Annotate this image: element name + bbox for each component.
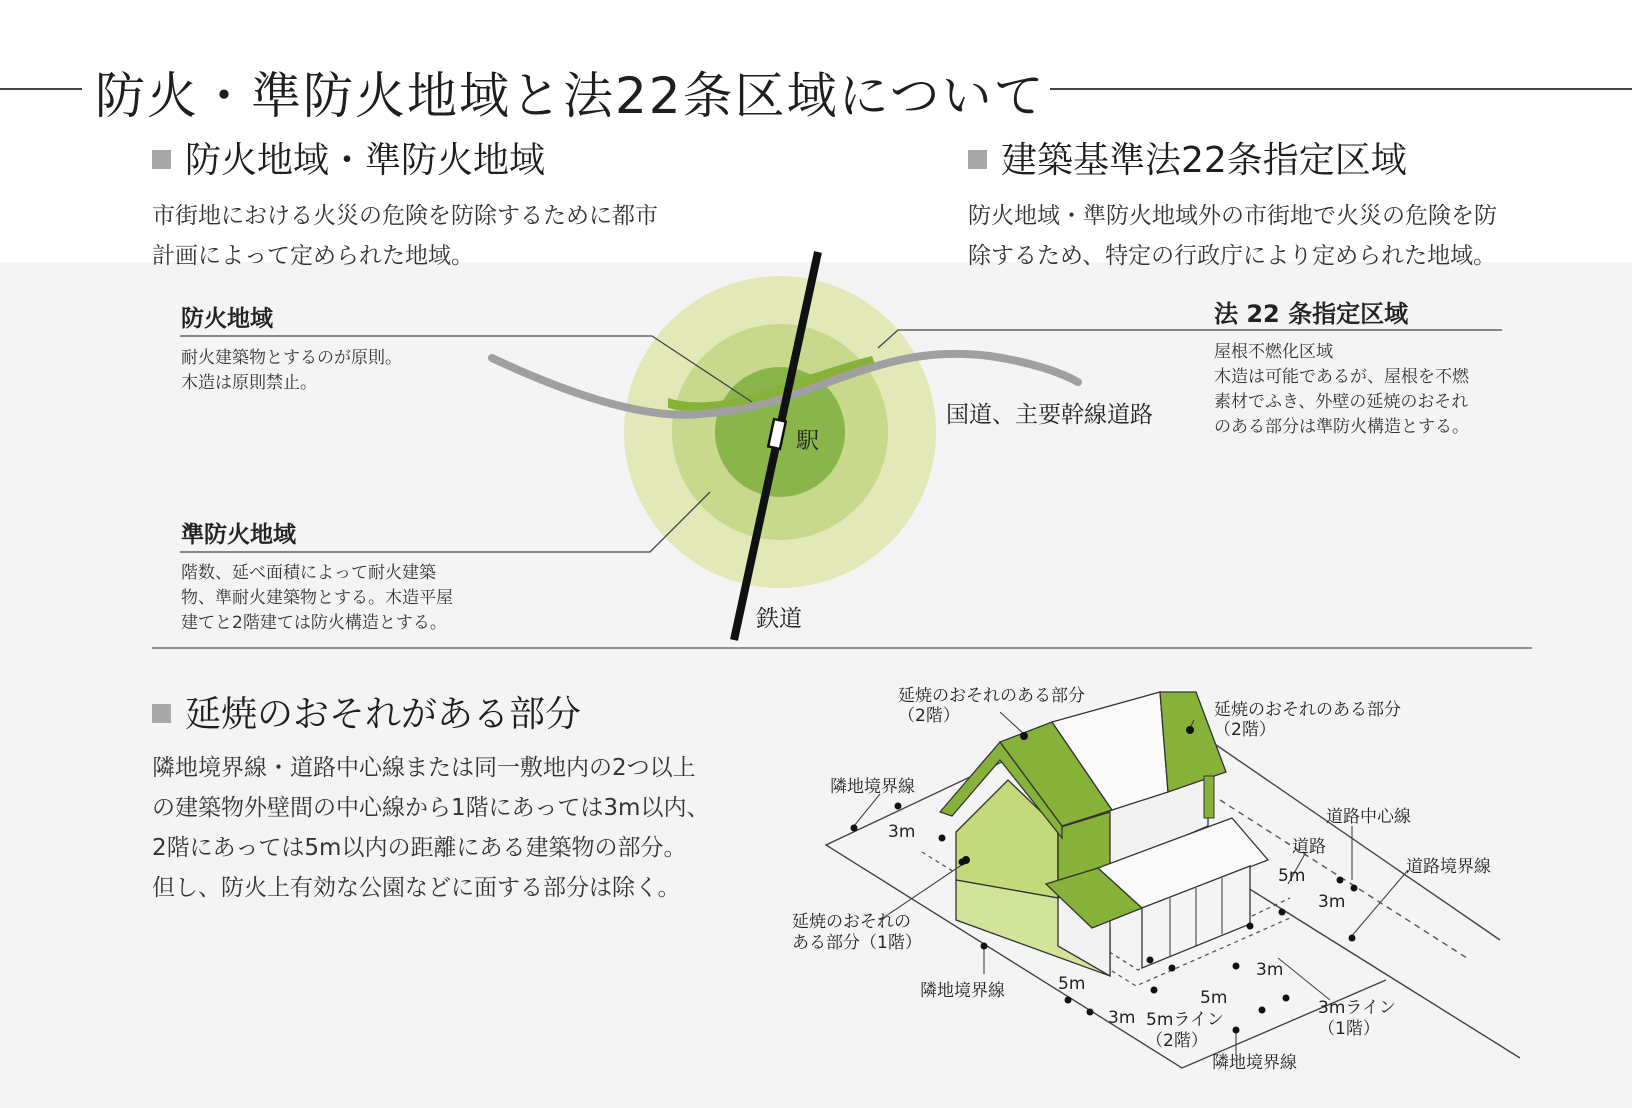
section-fire-body: 市街地における火災の危険を防除するために都市 計画によって定められた地域。 — [152, 203, 658, 269]
railway-label: 鉄道 — [756, 606, 802, 632]
label-5m-line: 5mライン （2階） — [1146, 1010, 1224, 1051]
semi-fire-zone-text: 階数、延べ面積によって耐火建築 物、準耐火建築物とする。木造平屋 建てと2階建ては防火構造とする。 — [181, 563, 453, 633]
marker-dot — [1233, 1027, 1240, 1034]
label-road-boundary: 道路境界線 — [1406, 857, 1491, 877]
marker-dot — [1065, 997, 1072, 1004]
marker-dot — [1020, 732, 1028, 740]
art22-zone-title: 法 22 条指定区域 — [1214, 300, 1409, 328]
label-spread-2f-right: 延焼のおそれのある部分 （2階） — [1214, 700, 1401, 740]
marker-dot — [981, 943, 988, 950]
marker-dot — [1147, 957, 1154, 964]
page-title: 防火・準防火地域と法22条区域について — [95, 67, 1046, 125]
label-boundary-top: 隣地境界線 — [830, 777, 915, 797]
marker-dot — [939, 835, 946, 842]
label-3m-right: 3m — [1318, 892, 1346, 912]
label-5m-left: 5m — [1058, 974, 1086, 994]
marker-dot — [962, 856, 970, 864]
section-spread-heading: 延焼のおそれがある部分 — [152, 686, 581, 737]
leader-3m-line — [1278, 958, 1330, 1000]
wall-green-strip — [1204, 776, 1214, 818]
marker-dot — [1259, 1007, 1266, 1014]
marker-dot — [1151, 987, 1158, 994]
marker-dot — [895, 803, 902, 810]
marker-dot — [1233, 963, 1240, 970]
section-art22-body: 防火地域・準防火地域外の市街地で火災の危険を防 除するため、特定の行政庁により定められた地域。 — [968, 203, 1497, 269]
label-3m-top: 3m — [888, 822, 916, 842]
marker-dot — [1247, 923, 1254, 930]
label-3m-bottom: 3m — [1108, 1008, 1136, 1028]
label-spread-1f: 延焼のおそれの ある部分（1階） — [792, 912, 922, 953]
label-5m-right: 5m — [1278, 866, 1306, 886]
art22-zone-text: 屋根不燃化区域 木造は可能であるが、屋根を不燃 素材でふき、外壁の延焼のおそれ のある部分は準防火構造とする。 — [1214, 342, 1469, 437]
label-boundary-br: 隣地境界線 — [1212, 1053, 1297, 1073]
label-3m-line: 3mライン （1階） — [1318, 998, 1396, 1039]
section-art22-heading: 建築基準法22条指定区域 — [968, 132, 1407, 183]
label-spread-2f-left: 延焼のおそれのある部分 （2階） — [898, 686, 1085, 726]
fire-zone-text: 耐火建築物とするのが原則。 木造は原則禁止。 — [181, 348, 402, 393]
label-boundary-bottom: 隣地境界線 — [920, 981, 1005, 1001]
marker-dot — [1279, 909, 1286, 916]
label-road: 道路 — [1292, 837, 1326, 857]
section-fire-heading: 防火地域・準防火地域 — [152, 132, 545, 183]
section-spread-body: 隣地境界線・道路中心線または同一敷地内の2つ以上 の建築物外壁間の中心線から1階にあっては3m以内、 2階にあっては5m以内の距離にある建築物の部分。 但し、防火上有効な公園などに面する部分は除く。 — [152, 755, 710, 901]
label-road-center: 道路中心線 — [1326, 807, 1411, 827]
label-3m-mid: 3m — [1256, 960, 1284, 980]
marker-dot — [1087, 1009, 1094, 1016]
marker-dot — [1283, 995, 1290, 1002]
label-5m-mid: 5m — [1200, 988, 1228, 1008]
marker-dot — [1351, 885, 1358, 892]
road-label: 国道、主要幹線道路 — [946, 402, 1153, 428]
marker-dot — [1186, 726, 1194, 734]
marker-dot — [1169, 965, 1176, 972]
semi-fire-zone-title: 準防火地域 — [181, 522, 296, 548]
station-label: 駅 — [796, 428, 819, 454]
marker-dot — [1349, 935, 1356, 942]
leader-road-boundary — [1350, 870, 1408, 938]
marker-dot — [851, 825, 858, 832]
fire-zone-title: 防火地域 — [181, 306, 273, 332]
marker-dot — [1337, 877, 1344, 884]
